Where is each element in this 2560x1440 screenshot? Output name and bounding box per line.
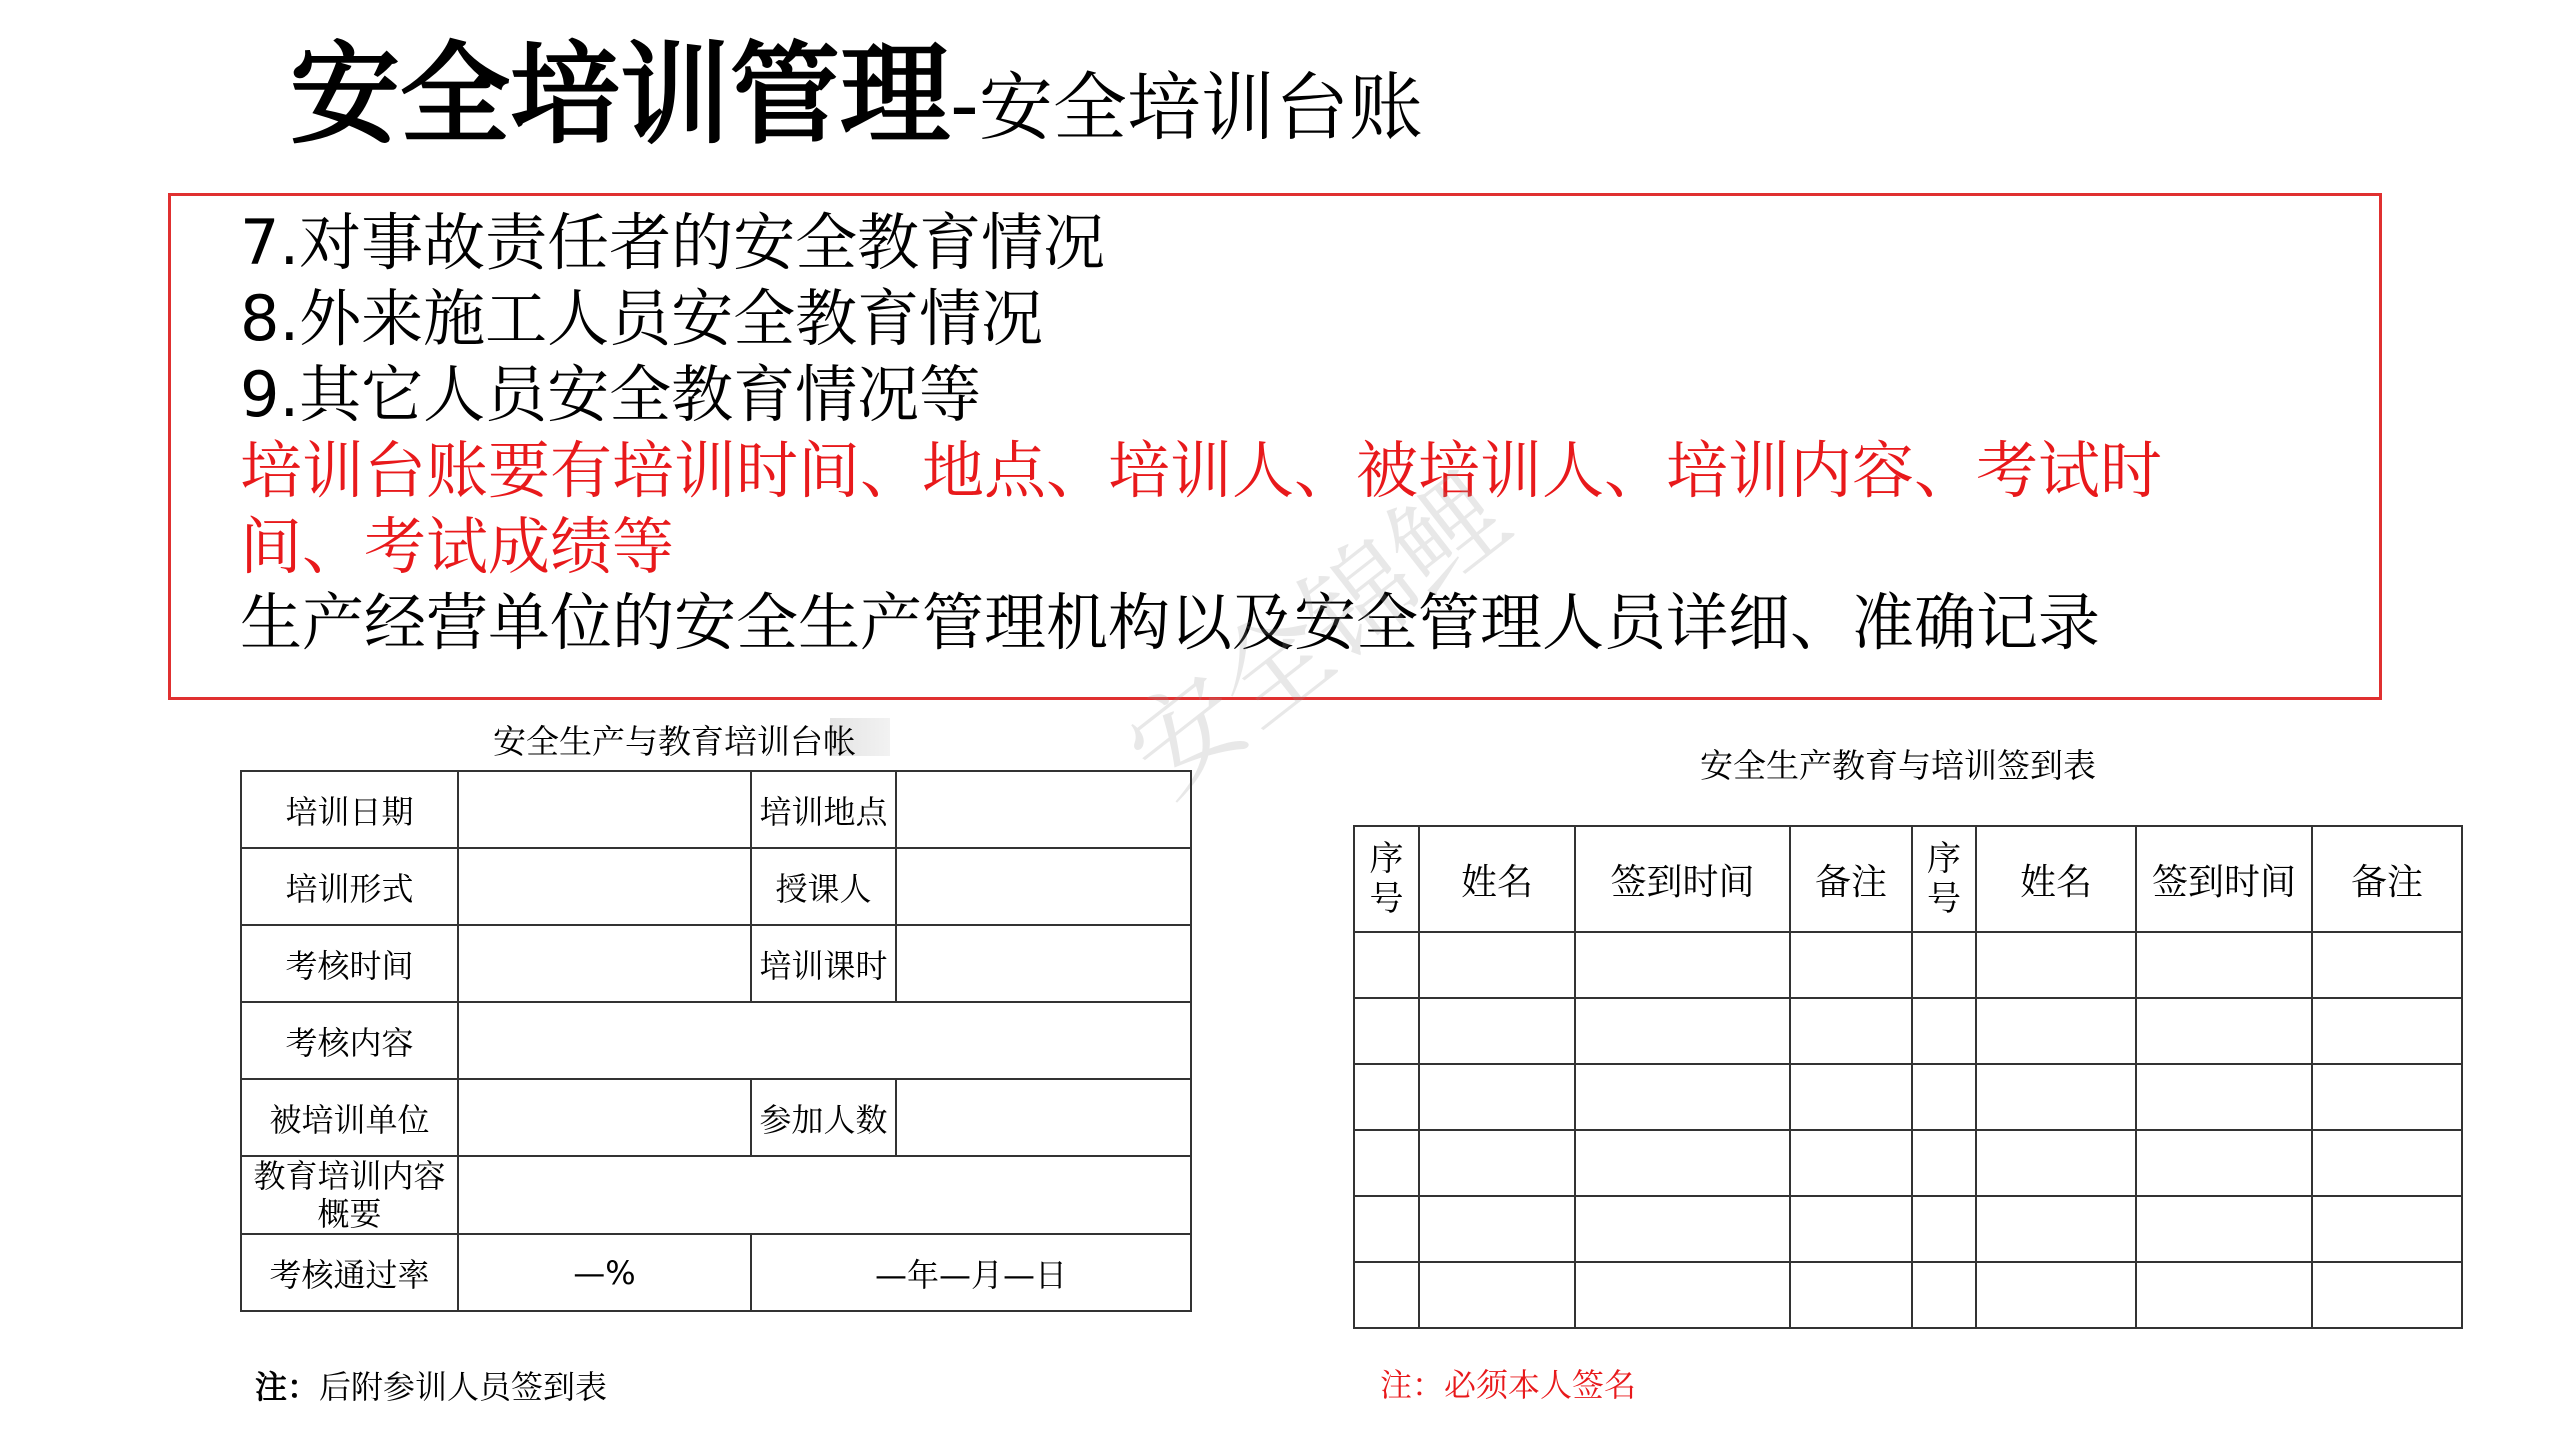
ledger-table bbox=[240, 770, 1192, 1312]
ledger-label-line: 概要 bbox=[317, 1195, 382, 1233]
signin-cell bbox=[1419, 1262, 1575, 1328]
ledger-caption: 安全生产与教育培训台帐 bbox=[493, 722, 856, 761]
name-header: 姓名 bbox=[1419, 826, 1575, 932]
watermark: 安全锦鲤 bbox=[1104, 448, 1531, 820]
signin-cell bbox=[2312, 1130, 2462, 1196]
signin-table bbox=[1353, 825, 2463, 1329]
table-row bbox=[1354, 1262, 2462, 1328]
signin-cell bbox=[1575, 998, 1790, 1064]
signin-cell bbox=[1354, 932, 1419, 998]
signin-cell bbox=[1419, 932, 1575, 998]
signin-note: 注：必须本人签名 bbox=[1380, 1366, 1637, 1404]
table-row bbox=[1354, 932, 2462, 998]
signin-cell bbox=[2312, 932, 2462, 998]
ledger-value-cell bbox=[458, 925, 751, 1002]
signin-cell bbox=[1976, 1064, 2136, 1130]
ledger-label: 培训课时 bbox=[751, 925, 896, 1002]
signin-cell bbox=[1912, 998, 1976, 1064]
signin-cell bbox=[2136, 1196, 2312, 1262]
ledger-value-cell bbox=[458, 1156, 1191, 1234]
signin-cell bbox=[1976, 1196, 2136, 1262]
signin-cell bbox=[2136, 1064, 2312, 1130]
signin-cell bbox=[1912, 1130, 1976, 1196]
remark-header: 备注 bbox=[2312, 826, 2462, 932]
table-row bbox=[241, 925, 1191, 1002]
signin-cell bbox=[2136, 998, 2312, 1064]
time-header: 签到时间 bbox=[2136, 826, 2312, 932]
ledger-label: 培训形式 bbox=[241, 848, 458, 925]
ledger-label: 考核时间 bbox=[241, 925, 458, 1002]
name-header: 姓名 bbox=[1976, 826, 2136, 932]
signin-cell bbox=[2312, 1196, 2462, 1262]
table-row bbox=[1354, 998, 2462, 1064]
signin-cell bbox=[1790, 1130, 1912, 1196]
signin-cell bbox=[1790, 1196, 1912, 1262]
signin-cell bbox=[1790, 1262, 1912, 1328]
ledger-note-label: 注： bbox=[255, 1368, 320, 1406]
signin-cell bbox=[1354, 998, 1419, 1064]
table-row bbox=[1354, 1064, 2462, 1130]
table-row bbox=[241, 1002, 1191, 1079]
table-row bbox=[241, 1234, 1191, 1311]
signin-cell bbox=[1790, 932, 1912, 998]
table-row bbox=[241, 771, 1191, 848]
list-item-highlight: 间、考试成绩等 bbox=[240, 510, 675, 583]
signin-cell bbox=[1976, 932, 2136, 998]
ledger-label-line: 教育培训内容 bbox=[253, 1157, 446, 1195]
table-row bbox=[241, 1156, 1191, 1234]
table-header-row bbox=[1354, 826, 2462, 932]
table-row bbox=[241, 1079, 1191, 1156]
ledger-label bbox=[241, 1156, 458, 1234]
ledger-label: 参加人数 bbox=[751, 1079, 896, 1156]
signin-cell bbox=[1354, 1064, 1419, 1130]
ledger-value-cell bbox=[458, 771, 751, 848]
ledger-note-text: 后附参训人员签到表 bbox=[319, 1368, 608, 1406]
signin-cell bbox=[2136, 932, 2312, 998]
signin-cell bbox=[1790, 1064, 1912, 1130]
ledger-note bbox=[255, 1362, 607, 1408]
signin-cell bbox=[1419, 1196, 1575, 1262]
ledger-value-cell bbox=[896, 925, 1191, 1002]
list-item: 8.外来施工人员安全教育情况 bbox=[240, 282, 1044, 355]
signin-body bbox=[1354, 932, 2462, 1328]
seq-header: 序 号 bbox=[1912, 826, 1976, 932]
signin-cell bbox=[1912, 1262, 1976, 1328]
signin-cell bbox=[2136, 1262, 2312, 1328]
table-row bbox=[1354, 1196, 2462, 1262]
signin-caption: 安全生产教育与培训签到表 bbox=[1700, 746, 2096, 785]
title-dash: - bbox=[950, 59, 979, 152]
ledger-value-cell bbox=[896, 848, 1191, 925]
list-item: 9.其它人员安全教育情况等 bbox=[240, 358, 982, 431]
ledger-label: 考核内容 bbox=[241, 1002, 458, 1079]
list-item: 7.对事故责任者的安全教育情况 bbox=[240, 206, 1106, 279]
table-row bbox=[241, 848, 1191, 925]
ledger-value-cell bbox=[458, 848, 751, 925]
signin-cell bbox=[1354, 1196, 1419, 1262]
title-main: 安全培训管理 bbox=[290, 31, 950, 159]
signin-cell bbox=[1976, 1130, 2136, 1196]
signin-cell bbox=[1354, 1130, 1419, 1196]
pass-rate-value: —% bbox=[458, 1234, 751, 1311]
ledger-value-cell bbox=[458, 1079, 751, 1156]
ledger-label: 被培训单位 bbox=[241, 1079, 458, 1156]
signin-cell bbox=[1354, 1262, 1419, 1328]
ledger-value-cell bbox=[458, 1002, 1191, 1079]
signin-cell bbox=[1575, 1064, 1790, 1130]
list-item-highlight: 培训台账要有培训时间、地点、培训人、被培训人、培训内容、考试时 bbox=[240, 434, 2163, 507]
ledger-value-cell bbox=[896, 1079, 1191, 1156]
signin-cell bbox=[1419, 1130, 1575, 1196]
signin-cell bbox=[1575, 932, 1790, 998]
remark-header: 备注 bbox=[1790, 826, 1912, 932]
signin-cell bbox=[1912, 1196, 1976, 1262]
ledger-value-cell bbox=[896, 771, 1191, 848]
table-row bbox=[1354, 1130, 2462, 1196]
signin-cell bbox=[1976, 998, 2136, 1064]
signin-cell bbox=[1575, 1196, 1790, 1262]
ledger-label: 培训地点 bbox=[751, 771, 896, 848]
page-title bbox=[290, 31, 1423, 159]
date-value: —年—月—日 bbox=[751, 1234, 1191, 1311]
signin-cell bbox=[2312, 1064, 2462, 1130]
signin-cell bbox=[2312, 1262, 2462, 1328]
signin-cell bbox=[1575, 1262, 1790, 1328]
signin-cell bbox=[1419, 1064, 1575, 1130]
signin-cell bbox=[1419, 998, 1575, 1064]
seq-header: 序 号 bbox=[1354, 826, 1419, 932]
signin-cell bbox=[1790, 998, 1912, 1064]
ledger-label: 授课人 bbox=[751, 848, 896, 925]
signin-cell bbox=[1976, 1262, 2136, 1328]
signin-cell bbox=[2312, 998, 2462, 1064]
signin-cell bbox=[1912, 932, 1976, 998]
signin-cell bbox=[1912, 1064, 1976, 1130]
ledger-label: 考核通过率 bbox=[241, 1234, 458, 1311]
content-list bbox=[240, 205, 2162, 661]
title-sub: 安全培训台账 bbox=[978, 65, 1423, 151]
signin-cell bbox=[2136, 1130, 2312, 1196]
list-item: 生产经营单位的安全生产管理机构以及安全管理人员详细、准确记录 bbox=[240, 586, 2101, 659]
time-header: 签到时间 bbox=[1575, 826, 1790, 932]
ledger-label: 培训日期 bbox=[241, 771, 458, 848]
signin-cell bbox=[1575, 1130, 1790, 1196]
